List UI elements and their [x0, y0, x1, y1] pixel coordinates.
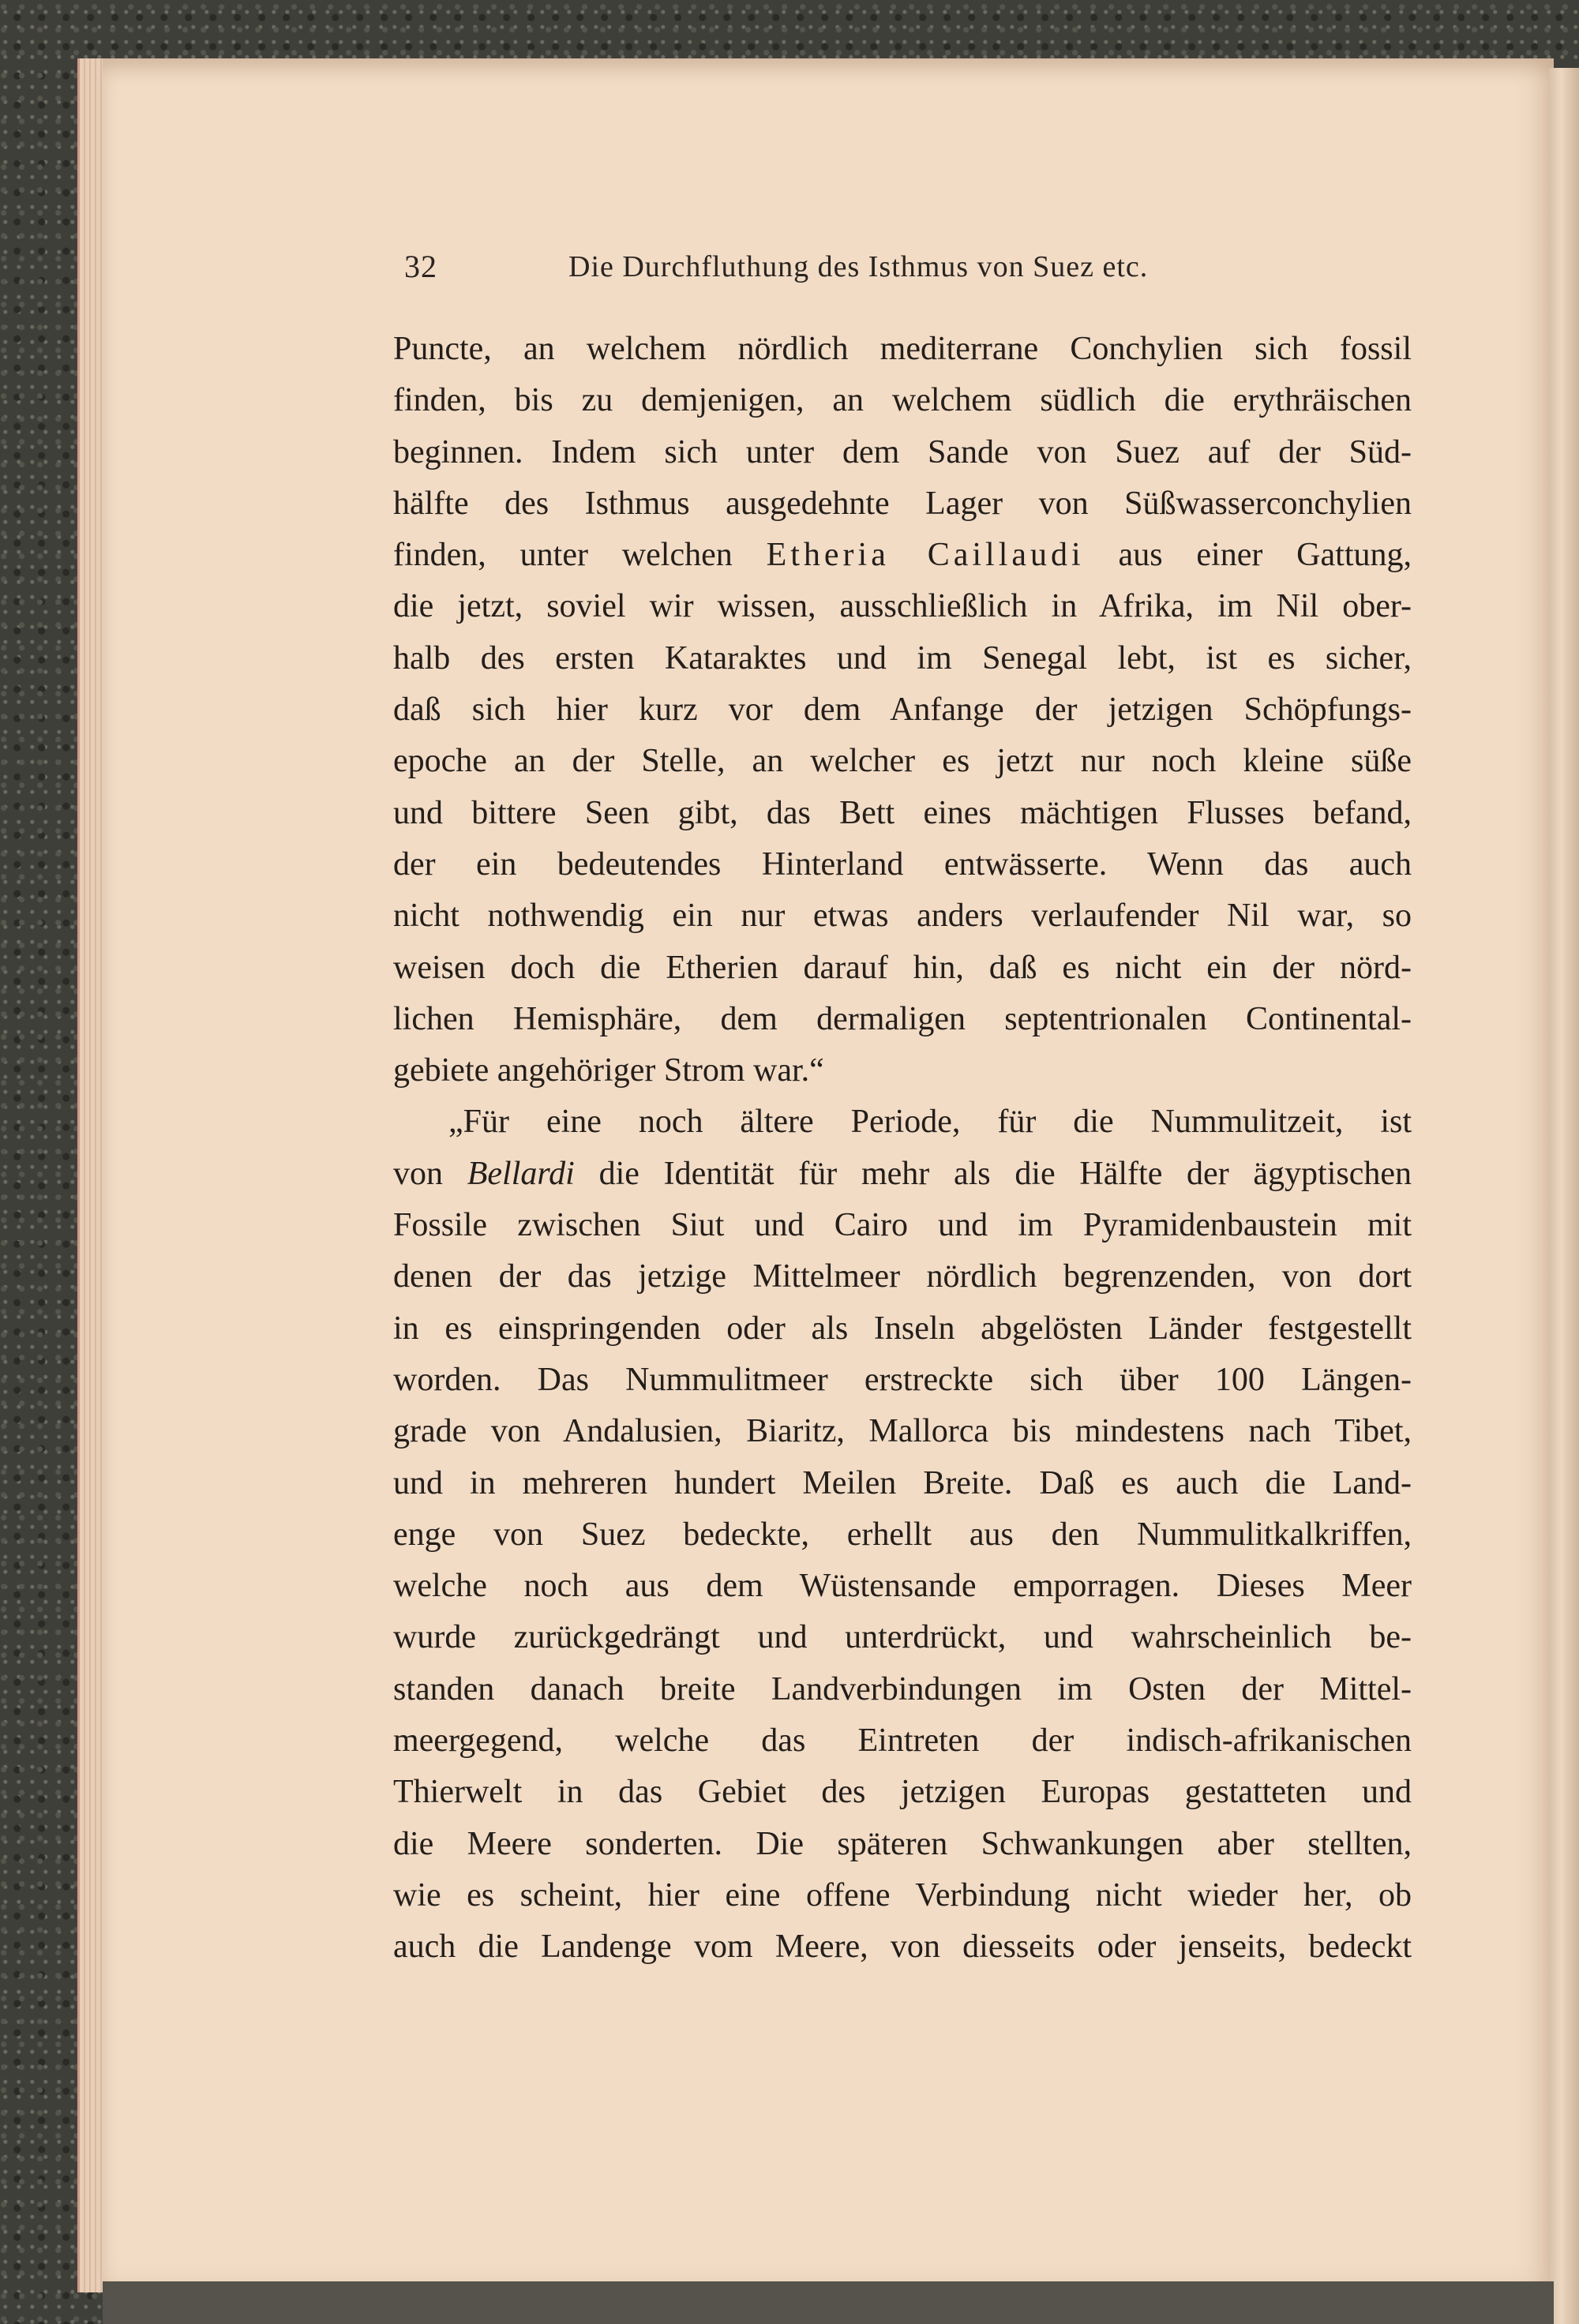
text-segment: die Identität für mehr als die Hälfte der ägyptischen [598, 1155, 1412, 1192]
text-line: und bittere Seen gibt, das Bett eines mächtigen Flusses befand, [393, 794, 1412, 831]
text-line: standen danach breite Landverbindungen im Osten der Mittel- [393, 1670, 1412, 1707]
text-line: halb des ersten Kataraktes und im Senegal lebt, ist es sicher, [393, 639, 1412, 677]
page-header [404, 248, 1454, 295]
text-line: meergegend, welche das Eintreten der indisch-afrikanischen [393, 1722, 1412, 1760]
text-line [393, 1149, 1412, 1200]
text-line: und in mehreren hundert Meilen Breite. Daß es auch die Land- [393, 1464, 1412, 1501]
text-line: auch die Landenge vom Meere, von diesseits oder jenseits, bedeckt [393, 1929, 1412, 1966]
text-line: enge von Suez bedeckte, erhellt aus den Nummulitkalkriffen, [393, 1516, 1412, 1553]
text-segment: von [393, 1155, 443, 1192]
paragraph [393, 1096, 1412, 1973]
running-title: Die Durchfluthung des Isthmus von Suez etc. [568, 250, 1149, 283]
text-segment: aus einer Gattung, [1118, 537, 1412, 574]
text-line: in es einspringenden oder als Inseln abgelösten Länder festgestellt [393, 1310, 1412, 1347]
text-line: Puncte, an welchem nördlich mediterrane Conchylien sich fossil [393, 331, 1412, 367]
text-line: der ein bedeutendes Hinterland entwässerte. Wenn das auch [393, 845, 1412, 883]
text-line: wie es scheint, hier eine offene Verbindung nicht wieder her, ob [393, 1876, 1412, 1914]
text-line: Fossile zwischen Siut und Cairo und im Pyramidenbaustein mit [393, 1207, 1412, 1244]
text-line: „Für eine noch ältere Periode, für die Nummulitzeit, ist [448, 1104, 1412, 1141]
text-line: welche noch aus dem Wüstensande emporragen. Dieses Meer [393, 1568, 1412, 1605]
page-number: 32 [404, 249, 437, 284]
author-name: Bellardi [467, 1155, 575, 1192]
text-line: lichen Hemisphäre, dem dermaligen septentrionalen Continental- [393, 1000, 1412, 1037]
species-name: Etheria Caillaudi [766, 537, 1085, 574]
text-line [393, 530, 1412, 581]
paragraph [393, 324, 1412, 1096]
text-line: epoche an der Stelle, an welcher es jetzt nur noch kleine süße [393, 743, 1412, 780]
facing-page-edge [1549, 68, 1579, 2324]
text-line: denen der das jetzige Mittelmeer nördlich begrenzenden, von dort [393, 1258, 1412, 1295]
text-line: grade von Andalusien, Biaritz, Mallorca bis mindestens nach Tibet, [393, 1413, 1412, 1450]
text-line: nicht nothwendig ein nur etwas anders verlaufender Nil war, so [393, 898, 1412, 935]
text-segment: finden, unter welchen [393, 537, 733, 574]
page-bottom-shadow [103, 2281, 1554, 2324]
text-line: daß sich hier kurz vor dem Anfange der jetzigen Schöpfungs- [393, 692, 1412, 729]
text-line: wurde zurückgedrängt und unterdrückt, und wahrscheinlich be- [393, 1619, 1412, 1656]
text-line: hälfte des Isthmus ausgedehnte Lager von Süßwasserconchylien [393, 485, 1412, 522]
text-line: die jetzt, soviel wir wissen, ausschließlich in Afrika, im Nil ober- [393, 588, 1412, 625]
body-text [393, 324, 1412, 1974]
text-line: die Meere sonderten. Die späteren Schwankungen aber stellten, [393, 1825, 1412, 1862]
text-line: weisen doch die Etherien darauf hin, daß es nicht ein der nörd- [393, 949, 1412, 986]
text-line: finden, bis zu demjenigen, an welchem südlich die erythräischen [393, 382, 1412, 419]
text-line: gebiete angehöriger Strom war.“ [393, 1052, 824, 1089]
text-line: worden. Das Nummulitmeer erstreckte sich über 100 Längen- [393, 1361, 1412, 1398]
text-line: beginnen. Indem sich unter dem Sande von Suez auf der Süd- [393, 433, 1412, 470]
text-line: Thierwelt in das Gebiet des jetzigen Europas gestatteten und [393, 1774, 1412, 1811]
